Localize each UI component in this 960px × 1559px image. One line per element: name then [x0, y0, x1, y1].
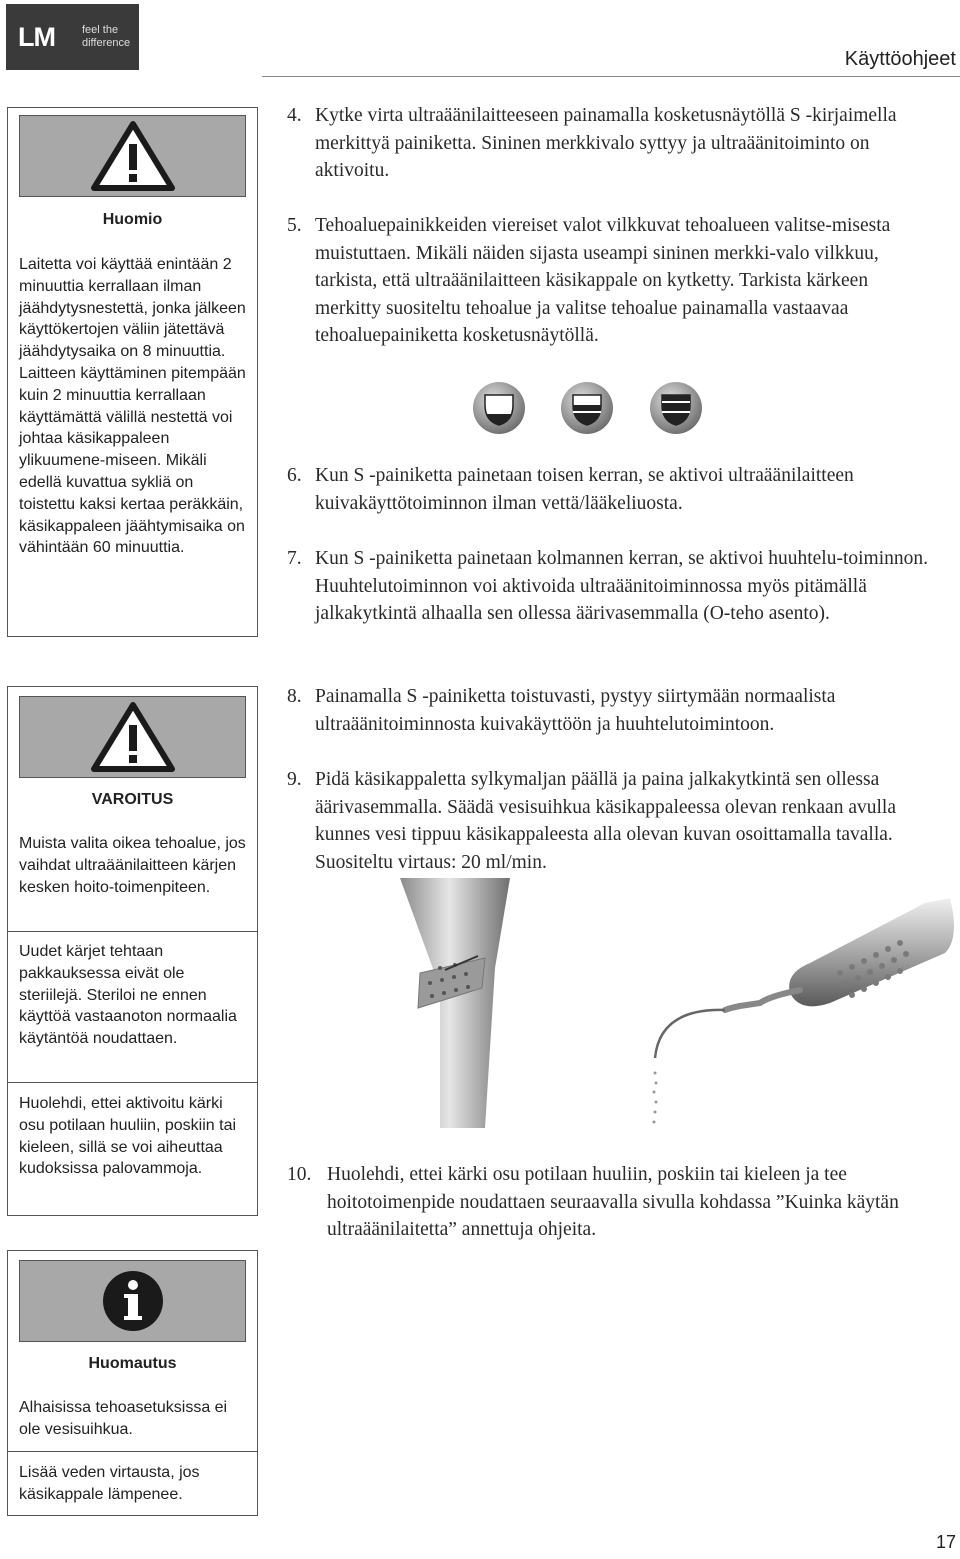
brand-logo: [6, 4, 139, 70]
power-level-high-icon: [649, 381, 703, 435]
note-divider: [8, 1451, 257, 1452]
warning-divider: [8, 1082, 257, 1083]
step-8: 8. Painamalla S -painiketta toistuvasti, pystyy siirtymään normaalista ultraäänitoiminnosta kuivakäyttöön ja huuhtelutoimintoon.: [287, 686, 836, 735]
warning-text-3: Huolehdi, ettei aktivoitu kärki osu potilaan huuliin, poskiin tai kieleen, sillä se voi aiheuttaa kudoksissa palovammoja.: [19, 1095, 237, 1178]
warning-triangle-icon: [90, 701, 176, 773]
step-4: 4. Kytke virta ultraäänilaitteeseen painamalla kosketusnäytöllä S -kirjaimella merkittyä painiketta. Sininen merkkivalo syttyy ja ultraäänitoiminto on aktivoitu.: [287, 105, 897, 182]
step-5: 5. Tehoaluepainikkeiden viereiset valot vilkkuvat tehoalueen valitse-misesta muistuttaen. Mikäli näiden sijasta useampi sininen merkki-valo vilkkuu, tarkista, että ultraäänilaitteen käsikappale on kytketty. Tarkista kärkeen merkitty suositeltu tehoalue ja valitse tehoalue painamalla vastaavaa tehoaluepainiketta kosketusnäytöllä.: [287, 215, 891, 347]
power-level-low-icon: [472, 381, 526, 435]
warning-divider: [8, 931, 257, 932]
warning-banner: [19, 696, 246, 778]
caution-title: Huomio: [102, 211, 163, 228]
caution-text: Laitetta voi käyttää enintään 2 minuuttia kerrallaan ilman jäähdytysnestettä, jonka jälkeen käyttökertojen väliin jätettävä jäähdytysaika on 8 minuuttia. Laitteen käyttäminen pitempään kuin 2 minuuttia kerrallaan käyttämättä välillä nestettä voi johtaa käsikappaleen ylikuumene-miseen. Mikäli edellä kuvattua sykliä on toistettu kaksi kertaa peräkkäin, käsikappaleen jäähtymisaika on vähintään 60 minuuttia.: [19, 256, 246, 557]
info-icon: [101, 1269, 165, 1333]
warning-text-1: Muista valita oikea tehoalue, jos vaihdat ultraäänilaitteen kärjen kesken hoito-toimenpiteen.: [19, 835, 246, 896]
step-10: 10. Huolehdi, ettei kärki osu potilaan huuliin, poskiin tai kieleen ja tee hoitotoimenpide noudattaen seuraavalla sivulla kohdassa ”Kuinka käytän ultraäänilaitetta” annettuja ohjeita.: [287, 1164, 899, 1241]
warning-title: VAROITUS: [91, 791, 174, 808]
header-divider: [262, 76, 960, 77]
power-level-medium-icon: [560, 381, 614, 435]
page-title: Käyttöohjeet: [844, 48, 956, 70]
warning-triangle-icon: [90, 120, 176, 192]
caution-box: [7, 107, 258, 637]
logo-mark: LM: [18, 21, 55, 52]
warning-box: [7, 686, 258, 1216]
warning-text-2: Uudet kärjet tehtaan pakkauksessa eivät ole steriilejä. Steriloi ne ennen käyttöä vastaanoton normaalia käytäntöä noudattaen.: [19, 943, 237, 1048]
step-6: 6. Kun S -painiketta painetaan toisen kerran, se aktivoi ultraäänilaitteen kuivakäyttötoiminnon ilman vettä/lääkeliuosta.: [287, 465, 854, 514]
page-number: 17: [935, 1532, 956, 1552]
note-title: Huomautus: [88, 1355, 177, 1372]
logo-tagline: feel the difference: [82, 24, 131, 49]
step-9: 9. Pidä käsikappaletta sylkymaljan päällä ja paina jalkakytkintä sen ollessa äärivasemmalla. Säädä vesisuihkua käsikappaleessa olevan renkaan avulla kunnes vesi tippuu käsikappaleesta alla olevan kuvan osoittamalla tavalla. Suositeltu virtaus: 20 ml/min.: [287, 769, 896, 873]
ultrasonic-handpiece-illustration: [360, 878, 960, 1128]
caution-banner: [19, 115, 246, 197]
note-banner: [19, 1260, 246, 1342]
step-7: 7. Kun S -painiketta painetaan kolmannen kerran, se aktivoi huuhtelu-toiminnon. Huuhtelutoiminnon voi aktivoida ultraäänitoiminnossa myös pitämällä jalkakytkintä alhaalla sen ollessa äärivasemmalla (O-teho asento).: [287, 548, 929, 625]
note-text-2: Lisää veden virtausta, jos käsikappale lämpenee.: [19, 1464, 200, 1503]
note-box: [7, 1250, 258, 1516]
note-text-1: Alhaisissa tehoasetuksissa ei ole vesisuihkua.: [19, 1399, 228, 1438]
